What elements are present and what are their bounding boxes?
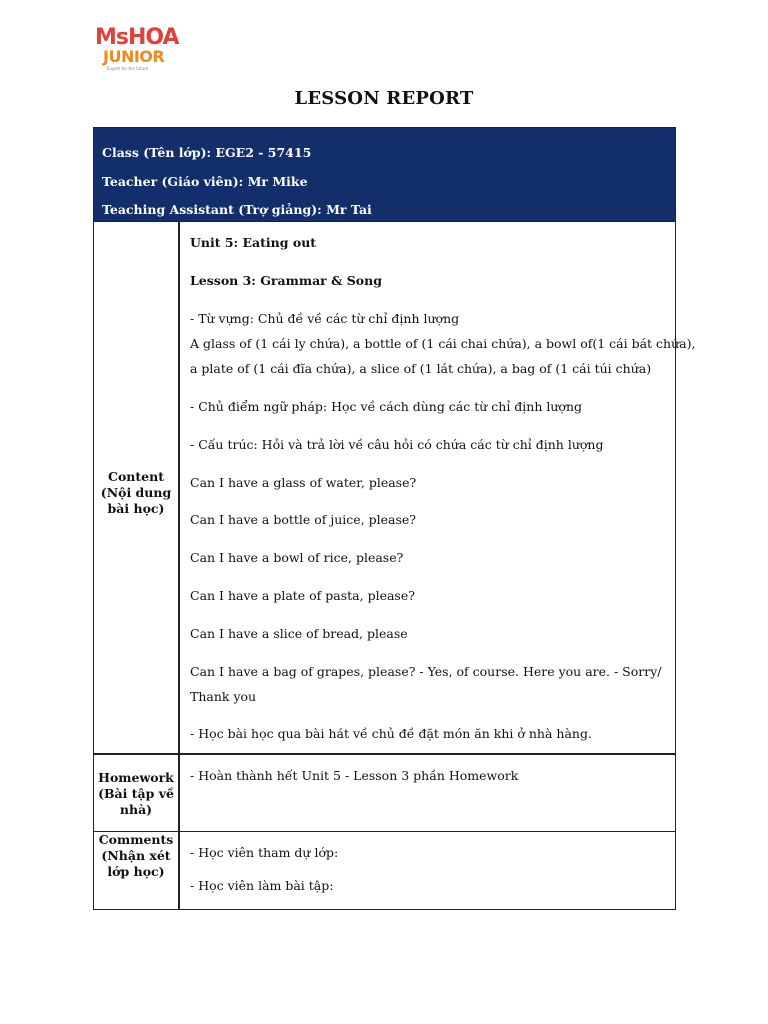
structure-point: - Cấu trúc: Hỏi và trả lời về câu hỏi có chứa các từ chỉ định lượng [190,436,604,452]
content-label-line2: (Nội dung [100,484,172,500]
vocab-line-2: a plate of (1 cái đĩa chứa), a slice of (1 lát chứa), a bag of (1 cái túi chứa) [190,361,652,376]
content-label-line3: bài học) [107,500,165,516]
homework-label-line2: (Bài tập về [98,786,174,801]
page-title: LESSON REPORT [294,88,474,109]
comments-label-line1: Comments [98,832,174,847]
example-question-1: Can I have a glass of water, please? [190,474,417,490]
homework-label-line3: nhà) [119,802,153,817]
vocab-line-1: A glass of (1 cái ly chứa), a bottle of (1 cái chai chứa), a bowl of(1 cái bát chứa), [190,336,696,351]
example-question-4: Can I have a plate of pasta, please? [190,587,415,603]
content-row [94,222,696,755]
song-activity: - Học bài học qua bài hát về chủ đề đặt món ăn khi ở nhà hàng. [190,726,592,742]
comments-label [94,832,180,909]
exercise-comment: - Học viên làm bài tập: [190,878,334,893]
example-question-3: Can I have a bowl of rice, please? [190,550,404,566]
comments-row [94,832,675,909]
comments-cell [180,832,675,909]
comments-label-line2: (Nhận xét [101,848,171,863]
example-question-5: Can I have a slice of bread, please [190,625,408,641]
example-question-6-line-2: Thank you [190,688,257,704]
vocab-heading: - Từ vựng: Chủ đề về các từ chỉ định lượng [190,311,460,326]
grammar-point: - Chủ điểm ngữ pháp: Học về cách dùng các từ chỉ định lượng [190,399,582,414]
lesson-title: Lesson 3: Grammar & Song [190,273,382,288]
example-question-6-line-1: Can I have a bag of grapes, please? - Yes, of course. Here you are. - Sorry/ [190,663,662,679]
logo-junior: JUNIOR [103,47,165,66]
attendance-comment: - Học viên tham dự lớp: [190,845,339,860]
teacher-line: Teacher (Giáo viên): Mr Mike [102,173,308,189]
content-label-line1: Content [108,468,164,484]
homework-text: - Hoàn thành hết Unit 5 - Lesson 3 phần Homework [190,768,519,783]
comments-label-line3: lớp học) [107,864,165,879]
class-line: Class (Tên lớp): EGE2 - 57415 [102,145,312,160]
homework-label [94,755,180,831]
logo-ms-hoa: MsHOA [95,25,179,50]
ms-hoa-junior-logo [95,26,195,74]
content-cell [180,222,695,753]
homework-cell [180,755,675,831]
assistant-line: Teaching Assistant (Trợ giảng): Mr Tai [102,202,372,217]
logo-tagline: Engish for the future [107,66,149,71]
homework-label-line1: Homework [98,770,174,785]
unit-title: Unit 5: Eating out [190,235,317,250]
homework-row [94,755,675,832]
example-question-2: Can I have a bottle of juice, please? [190,512,417,528]
report-header [94,128,675,222]
content-label [94,222,180,753]
lesson-report-table [93,127,696,910]
